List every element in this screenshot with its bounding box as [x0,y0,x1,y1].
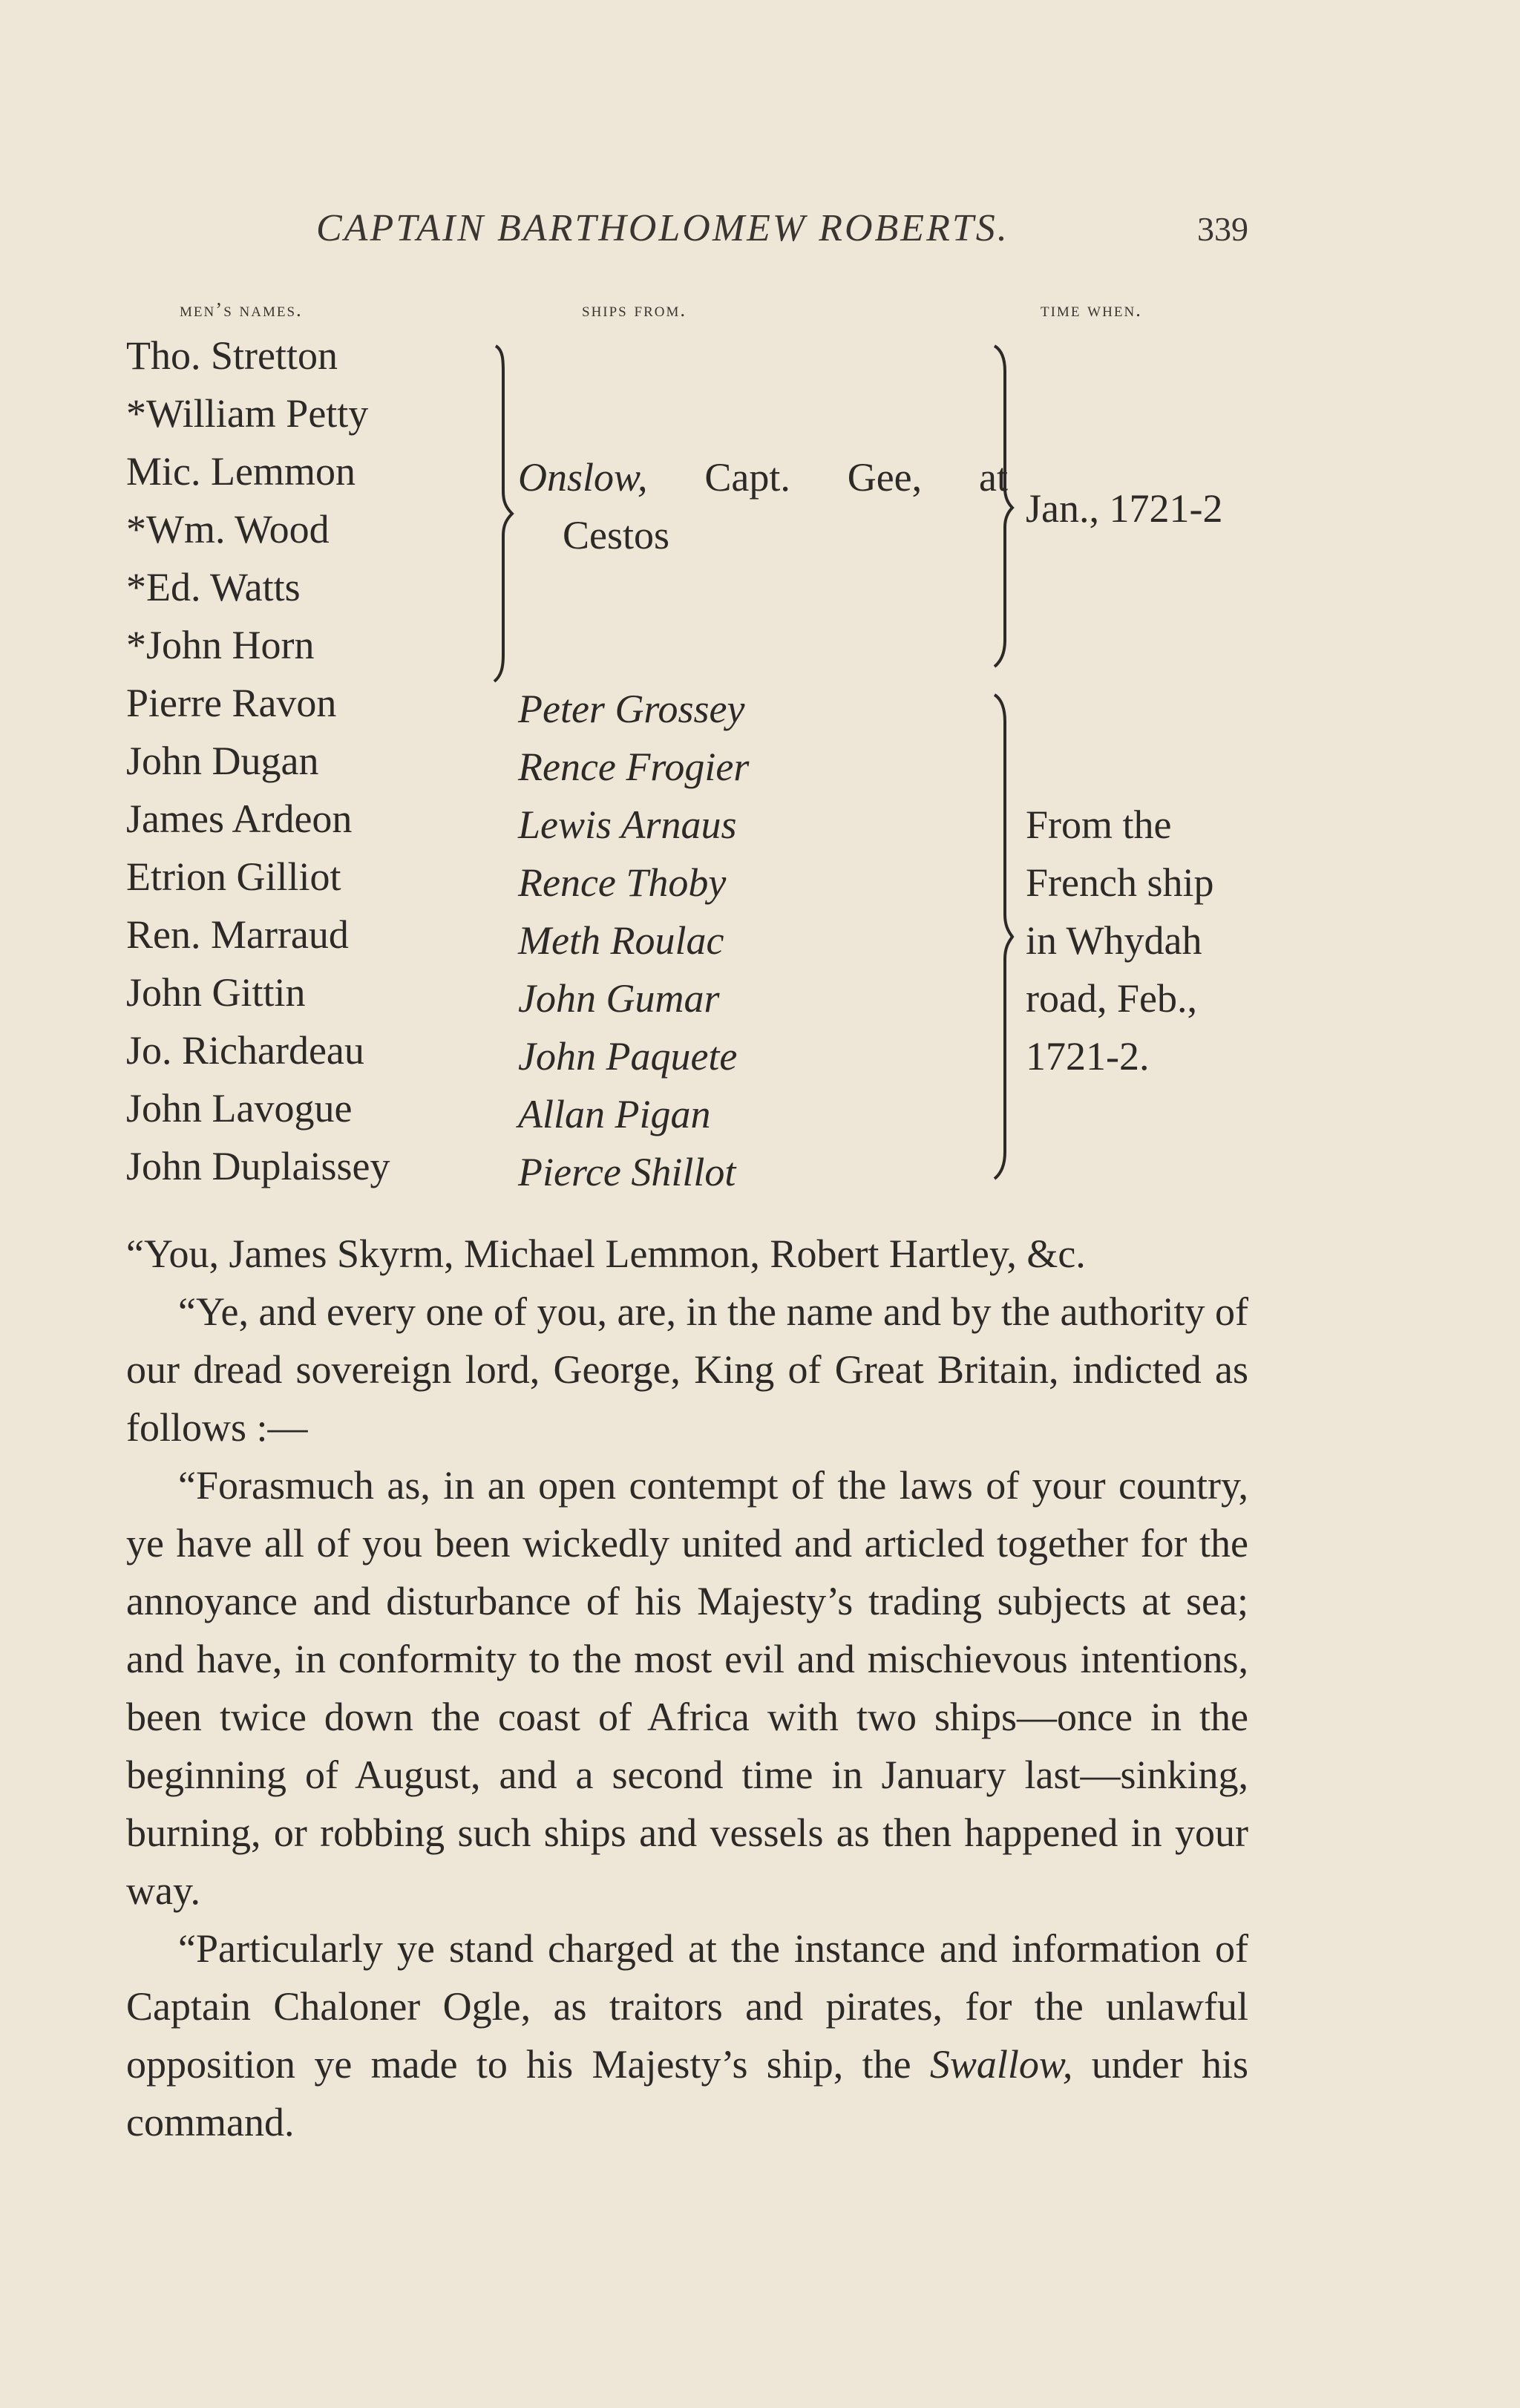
page-number: 339 [1197,210,1248,248]
ship-row: Peter Grossey [518,687,745,731]
ship-name-swallow: Swallow, [929,2042,1073,2087]
ship-row: John Gumar [518,976,720,1021]
running-title: CAPTAIN BARTHOLOMEW ROBERTS. [316,207,1009,249]
name-row: Etrion Gilliot [126,854,341,899]
time-line: 1721-2. [1026,1034,1150,1079]
ship-name-onslow: Onslow, [518,455,648,500]
name-row: Mic. Lemmon [126,449,356,494]
time-line: road, Feb., [1026,976,1197,1021]
name-row: *John Horn [126,623,315,667]
ship-row: Allan Pigan [518,1092,711,1136]
time-line: French ship [1026,860,1214,905]
ship-row: John Paquete [518,1034,738,1079]
ship-row: Lewis Arnaus [518,802,737,847]
name-row: Pierre Ravon [126,681,337,725]
left-brace-group-one [490,343,515,684]
ship-word: Capt. [704,455,790,500]
name-row: *William Petty [126,391,369,436]
paragraph-forasmuch: “Forasmuch as, in an open contempt of the laws of your country, ye have all of you been wickedly united and articled together for the annoyance and disturbance of his Majesty’s trading subjects at sea; and have, in conformity to the most evil and mischievous intentions, been twice down the coast of Africa with two ships—once in the beginning of August, and a second time in January last—sinking, burning, or robbing such ships and vessels as then happened in your way. [126,1463,1248,1913]
name-row: Tho. Stretton [126,333,338,378]
paragraph-address: “You, James Skyrm, Michael Lemmon, Robert Hartley, &c. [126,1231,1086,1276]
column-header-ships: ships from. [582,298,687,321]
group-two-time [1026,796,1248,1085]
name-row: *Ed. Watts [126,565,301,609]
men-names-column [126,327,475,1195]
ship-word: at [979,455,1008,500]
name-row: John Dugan [126,739,319,783]
column-header-time: time when. [1041,298,1142,321]
ship-row: Rence Frogier [518,745,750,789]
paragraph-indictment: “Ye, and every one of you, are, in the name and by the authority of our dread sovereign lord, George, King of Great Britain, indicted as follows :— [126,1289,1248,1450]
running-head [126,206,1248,251]
right-brace-group-two [990,692,1015,1182]
name-row: James Ardeon [126,796,353,841]
ship-row: Rence Thoby [518,860,727,905]
name-row: John Lavogue [126,1086,353,1131]
ship-row: Meth Roulac [518,918,724,963]
group-one-time: Jan., 1721-2 [1026,486,1223,531]
column-header-names: men’s names. [180,298,303,321]
name-row: John Duplaissey [126,1144,390,1188]
name-row: Ren. Marraud [126,912,349,957]
paragraph-particularly: “Particularly ye stand charged at the instance and information of Captain Chaloner Ogle, as traitors and pirates, for the unlawful opposition ye made to his Majesty’s ship, the Swallow, under his command. [126,1926,1248,2144]
name-row: Jo. Richardeau [126,1028,364,1073]
time-line: in Whydah [1026,918,1202,963]
name-row: *Wm. Wood [126,507,330,552]
body-text [126,1225,1248,2151]
ship-place: Cestos [563,513,670,557]
group-two-ships-column [518,680,815,1201]
name-row: John Gittin [126,970,306,1015]
ship-row: Pierce Shillot [518,1150,736,1194]
time-line: From the [1026,802,1172,847]
ship-word: Gee, [847,455,923,500]
group-one-ship [518,448,1008,564]
